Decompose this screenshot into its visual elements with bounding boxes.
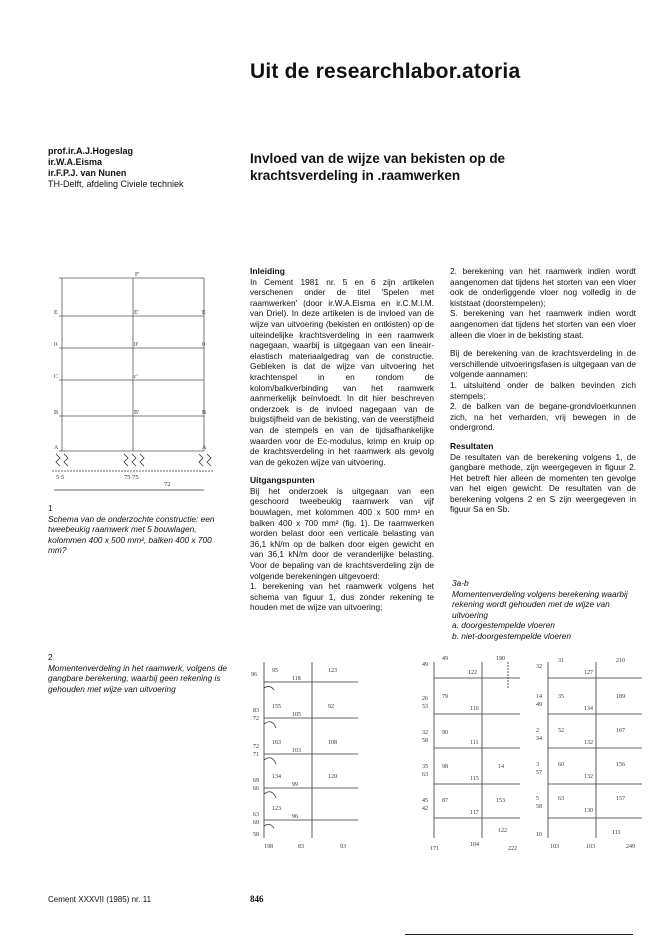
fig3b-bottom-2: 103 bbox=[586, 844, 595, 850]
text-column-2 bbox=[450, 266, 636, 523]
fig3a-left-4: 32 bbox=[422, 730, 428, 736]
fig3b-right-6: 111 bbox=[612, 830, 621, 836]
fig2-top-5: 123 bbox=[272, 806, 281, 812]
node-label-b-right: B bbox=[202, 410, 207, 416]
fig3a-left-7: 63 bbox=[422, 772, 428, 778]
fig3b-mid-1: 127 bbox=[584, 670, 593, 676]
heading-resultaten: Resultaten bbox=[450, 440, 494, 451]
fig3b-top-2: 35 bbox=[558, 694, 564, 700]
article-title-line-1: Invloed van de wijze van bekisten op de bbox=[250, 151, 506, 166]
fig3b-left-8: 5 bbox=[536, 796, 539, 802]
fig3b-mid-5: 130 bbox=[584, 808, 593, 814]
node-label-b-left: B bbox=[54, 410, 59, 416]
fig2-top-4: 134 bbox=[272, 774, 281, 780]
fig3b-left-4: 2 bbox=[536, 728, 539, 734]
fig3a-left-9: 42 bbox=[422, 806, 428, 812]
node-label-e-mid: E' bbox=[134, 310, 139, 316]
fig2-left-8: 63 bbox=[253, 812, 259, 818]
node-label-e-left: E bbox=[54, 310, 58, 316]
fig2-bottom-1: 198 bbox=[264, 844, 273, 850]
fig3b-right-3: 167 bbox=[616, 728, 625, 734]
heading-inleiding: Inleiding bbox=[250, 266, 285, 276]
fig3b-top-3: 52 bbox=[558, 728, 564, 734]
dimension-3: 72 bbox=[164, 481, 171, 488]
node-label-d-left: 0 bbox=[54, 342, 57, 348]
node-label-a-right: A bbox=[202, 445, 207, 451]
fig3b-mid-4: 132 bbox=[584, 774, 593, 780]
fig2-top-1: 95 bbox=[272, 668, 278, 674]
fig2-left-9: 60 bbox=[253, 820, 259, 826]
fig3a-top-2: 79 bbox=[442, 694, 448, 700]
fig3a-mid-1: 122 bbox=[468, 670, 477, 676]
page-header: Uit de researchlabor.atoria bbox=[250, 60, 521, 83]
figure-3-caption-text: Momentenverdeling volgens berekening waarbij rekening wordt gehouden met de wijze van uitvoering bbox=[452, 588, 628, 620]
fig3a-left-5: 58 bbox=[422, 738, 428, 744]
fig3a-left-6: 35 bbox=[422, 764, 428, 770]
footer-rule bbox=[405, 934, 633, 935]
fig3a-left-1: 49 bbox=[422, 662, 428, 668]
node-label-f: F' bbox=[135, 272, 140, 278]
fig3b-right-4: 156 bbox=[616, 762, 625, 768]
fig2-left-2: 83 bbox=[253, 708, 259, 714]
fig3a-left-8: 45 bbox=[422, 798, 428, 804]
figure-1-number: 1 bbox=[48, 503, 53, 513]
support-springs bbox=[52, 454, 214, 490]
fig3a-bottom-1: 171 bbox=[430, 846, 439, 852]
paragraph-inleiding: In Cement 1981 nr. 5 en 6 zijn artikelen verschenen onder de titel 'Spelen met raamwerken' (door ir.W.A.Eisma en ir.C.M.I.M. van Driel). In deze artikelen is de invloed van de wijze van uitvoering (bekisten en ontkisten) op de uiteindelijke krachtsverdeling in een raamwerk nagegaan, waarbij is uitgegaan van een lineair-elastisch materiaalgedrag van de constructie. Gebleken is dat de wijze van uitvoering het krachtenspel in en rondom de kolom/balkverbinding van het raamwerk aanmerkelijk beïnvloedt. In dit hier beschreven onderzoek is de invloed nagegaan van de buigstijfheid van de bekisting, van de veerstijfheid van de stempels en van de tijdsafhankelijke waarden voor de Ec-modulus, krimp en kruip op de krachtsverdeling in het raamwerk als gevolg van de gekozen wijze van uitvoering. bbox=[250, 276, 434, 467]
fig3a-mid-5: 117 bbox=[470, 810, 479, 816]
fig3b-top-1: 31 bbox=[558, 658, 564, 664]
author-block bbox=[48, 146, 184, 190]
list-item-3: S. berekening van het raamwerk indien wordt aangenomen dat tijdens het storten van een vloer alleen die vloer in de bekisting staat. bbox=[450, 308, 636, 340]
fig3b-left-6: 3 bbox=[536, 762, 539, 768]
fig2-right-2: 120 bbox=[328, 774, 337, 780]
fig2-right-1: 108 bbox=[328, 740, 337, 746]
fig3b-left-1: 32 bbox=[536, 664, 542, 670]
fig3b-left-2: 14 bbox=[536, 694, 542, 700]
figure-3b-moment-diagram bbox=[532, 652, 652, 852]
fig3a-mid-4: 115 bbox=[470, 776, 479, 782]
fig3a-top-4: 98 bbox=[442, 764, 448, 770]
fig3b-bottom-1: 103 bbox=[550, 844, 559, 850]
fig2-mid-1: 118 bbox=[292, 676, 301, 682]
fig3b-top-5: 63 bbox=[558, 796, 564, 802]
figure-3-number: 3a-b bbox=[452, 578, 469, 588]
fig2-left-6: 69 bbox=[253, 778, 259, 784]
fig2-right-top-1: 123 bbox=[328, 668, 337, 674]
heading-uitgangspunten: Uitgangspunten bbox=[250, 475, 315, 486]
fig3b-left-10: 10 bbox=[536, 832, 542, 838]
fig3a-topright-2: 14 bbox=[498, 764, 504, 770]
figure-3a-moment-diagram bbox=[420, 652, 530, 852]
fig3b-left-9: 58 bbox=[536, 804, 542, 810]
assumption-1: 1. uitsluitend onder de balken bevinden zich stempels; bbox=[450, 379, 636, 401]
node-label-d-right: 0 bbox=[202, 342, 205, 348]
fig3b-left-3: 49 bbox=[536, 702, 542, 708]
paragraph-uitgangspunten: Bij het onderzoek is uitgegaan van een geschoord tweebeukig raamwerk van vijf bouwlagen, met kolommen 400 x 500 mm² en balken 400 x 700 mm² (fig. 1). De raamwerken worden belast door een verticale belasting van 36,1 kN/m op de balken door eigen gewicht en van 36,1 kN/m door de veranderlijke belasting. Voor de bepaling van de krachtsverdeling zijn de volgende berekeningen uitgevoerd: bbox=[250, 485, 434, 581]
paragraph-aannamen: Bij de berekening van de krachtsverdeling in de verschillende uitvoeringsfasen is uitgegaan van de volgende aannamen: bbox=[450, 348, 636, 380]
figure-3-item-a: a. doorgestempelde vloeren bbox=[452, 620, 555, 631]
figure-2-number: 2 bbox=[48, 652, 53, 662]
affiliation: TH-Delft, afdeling Civiele techniek bbox=[48, 179, 184, 189]
assumption-2: 2. de balken van de begane-grondvloerkunnen zich, na het verharden, vrij bewegen in de ondergrond. bbox=[450, 401, 636, 433]
fig3a-mid-6: 122 bbox=[498, 828, 507, 834]
node-label-d-mid: 0' bbox=[134, 342, 139, 348]
fig3a-left-2: 26 bbox=[422, 696, 428, 702]
fig3b-bottom-3: 249 bbox=[626, 844, 635, 850]
fig3a-topright-3: 153 bbox=[496, 798, 505, 804]
fig3b-left-5: 34 bbox=[536, 736, 542, 742]
node-label-c-mid: c' bbox=[134, 374, 138, 380]
fig3a-mid-7: 104 bbox=[470, 842, 479, 848]
fig2-left-1: 96 bbox=[251, 672, 257, 678]
fig2-right-top-2: 92 bbox=[328, 704, 334, 710]
fig2-top-3: 163 bbox=[272, 740, 281, 746]
fig3b-right-1: 210 bbox=[616, 658, 625, 664]
figure-1-caption-text: Schema van de onderzochte constructie: een tweebeukig raamwerk met 5 bouwlagen, kolommen 400 x 500 mm², balken 400 x 700 mm? bbox=[48, 513, 215, 556]
fig3a-mid-3: 111 bbox=[470, 740, 479, 746]
fig3a-top-5: 87 bbox=[442, 798, 448, 804]
fig3a-topright-1: 190 bbox=[496, 656, 505, 662]
fig3a-mid-2: 116 bbox=[470, 706, 479, 712]
fig3a-left-3: 53 bbox=[422, 704, 428, 710]
node-label-e-right: E bbox=[202, 310, 206, 316]
node-label-c-left: C bbox=[54, 374, 59, 380]
figure-1-caption bbox=[48, 503, 230, 556]
fig3b-mid-2: 134 bbox=[584, 706, 593, 712]
fig3b-right-2: 189 bbox=[616, 694, 625, 700]
text-column-1 bbox=[250, 266, 434, 621]
fig3b-top-4: 60 bbox=[558, 762, 564, 768]
list-item-2: 2. berekening van het raamwerk indien wordt aangenomen dat tijdens het storten van een vloer ook de onderliggende vloer nog volledig in de kiststaat (doorstempelen); bbox=[450, 266, 636, 308]
fig2-mid-2: 105 bbox=[292, 712, 301, 718]
fig3b-right-5: 157 bbox=[616, 796, 625, 802]
fig2-bottom-3: 93 bbox=[340, 844, 346, 850]
fig2-left-7: 66 bbox=[253, 786, 259, 792]
fig2-left-10: 58 bbox=[253, 832, 259, 838]
author-3: ir.F.P.J. van Nunen bbox=[48, 168, 127, 178]
figure-2-caption-text: Momentenverdeling in het raamwerk, volgens de gangbare berekening, waarbij geen rekening is gehouden met wijze van uitvoering bbox=[48, 662, 227, 694]
fig2-left-5: 71 bbox=[253, 752, 259, 758]
figure-1-frame-drawing bbox=[44, 268, 219, 500]
paragraph-resultaten: De resultaten van de berekening volgens 1, de gangbare methode, zijn weergegeven in figuur 2. Het betreft hier alleen de momenten ten gevolge van het eigen gewicht. De resultaten van de berekening volgens 2 en S zijn weergegeven in figuur Sa en Sb. bbox=[450, 451, 636, 515]
fig2-mid-5: 96 bbox=[292, 814, 298, 820]
author-1: prof.ir.A.J.Hogeslag bbox=[48, 146, 134, 156]
fig2-left-4: 72 bbox=[253, 744, 259, 750]
article-title bbox=[250, 150, 580, 184]
fig2-mid-4: 99 bbox=[292, 782, 298, 788]
dimension-1: 5 5 bbox=[56, 474, 65, 481]
fig3b-left-7: 57 bbox=[536, 770, 542, 776]
figure-2-moment-diagram bbox=[248, 652, 368, 852]
footer-journal: Cement XXXVII (1985) nr. 11 bbox=[48, 895, 152, 904]
author-2: ir.W.A.Eisma bbox=[48, 157, 103, 167]
figure-3-item-b: b. niet-doorgestempelde vloeren bbox=[452, 630, 571, 641]
list-item-1: 1. berekening van het raamwerk volgens het schema van figuur 1, dus zonder rekening te houden met de wijze van uitvoering; bbox=[250, 581, 434, 613]
fig3a-bottom-2: 222 bbox=[508, 846, 517, 852]
node-label-a-left: A bbox=[54, 445, 59, 451]
dimension-2: 75 75 bbox=[124, 474, 139, 481]
fig2-bottom-2: 83 bbox=[298, 844, 304, 850]
article-title-line-2: krachtsverdeling in .raamwerken bbox=[250, 168, 461, 183]
fig3a-top-3: 90 bbox=[442, 730, 448, 736]
fig2-left-3: 72 bbox=[253, 716, 259, 722]
fig3b-mid-3: 132 bbox=[584, 740, 593, 746]
fig2-mid-3: 103 bbox=[292, 748, 301, 754]
fig3a-top-1: 49 bbox=[442, 656, 448, 662]
fig2-top-2: 155 bbox=[272, 704, 281, 710]
node-label-b-mid: B' bbox=[134, 410, 140, 416]
page-number: 846 bbox=[250, 894, 264, 904]
figure-2-caption bbox=[48, 652, 233, 694]
figure-3-caption bbox=[452, 578, 632, 642]
